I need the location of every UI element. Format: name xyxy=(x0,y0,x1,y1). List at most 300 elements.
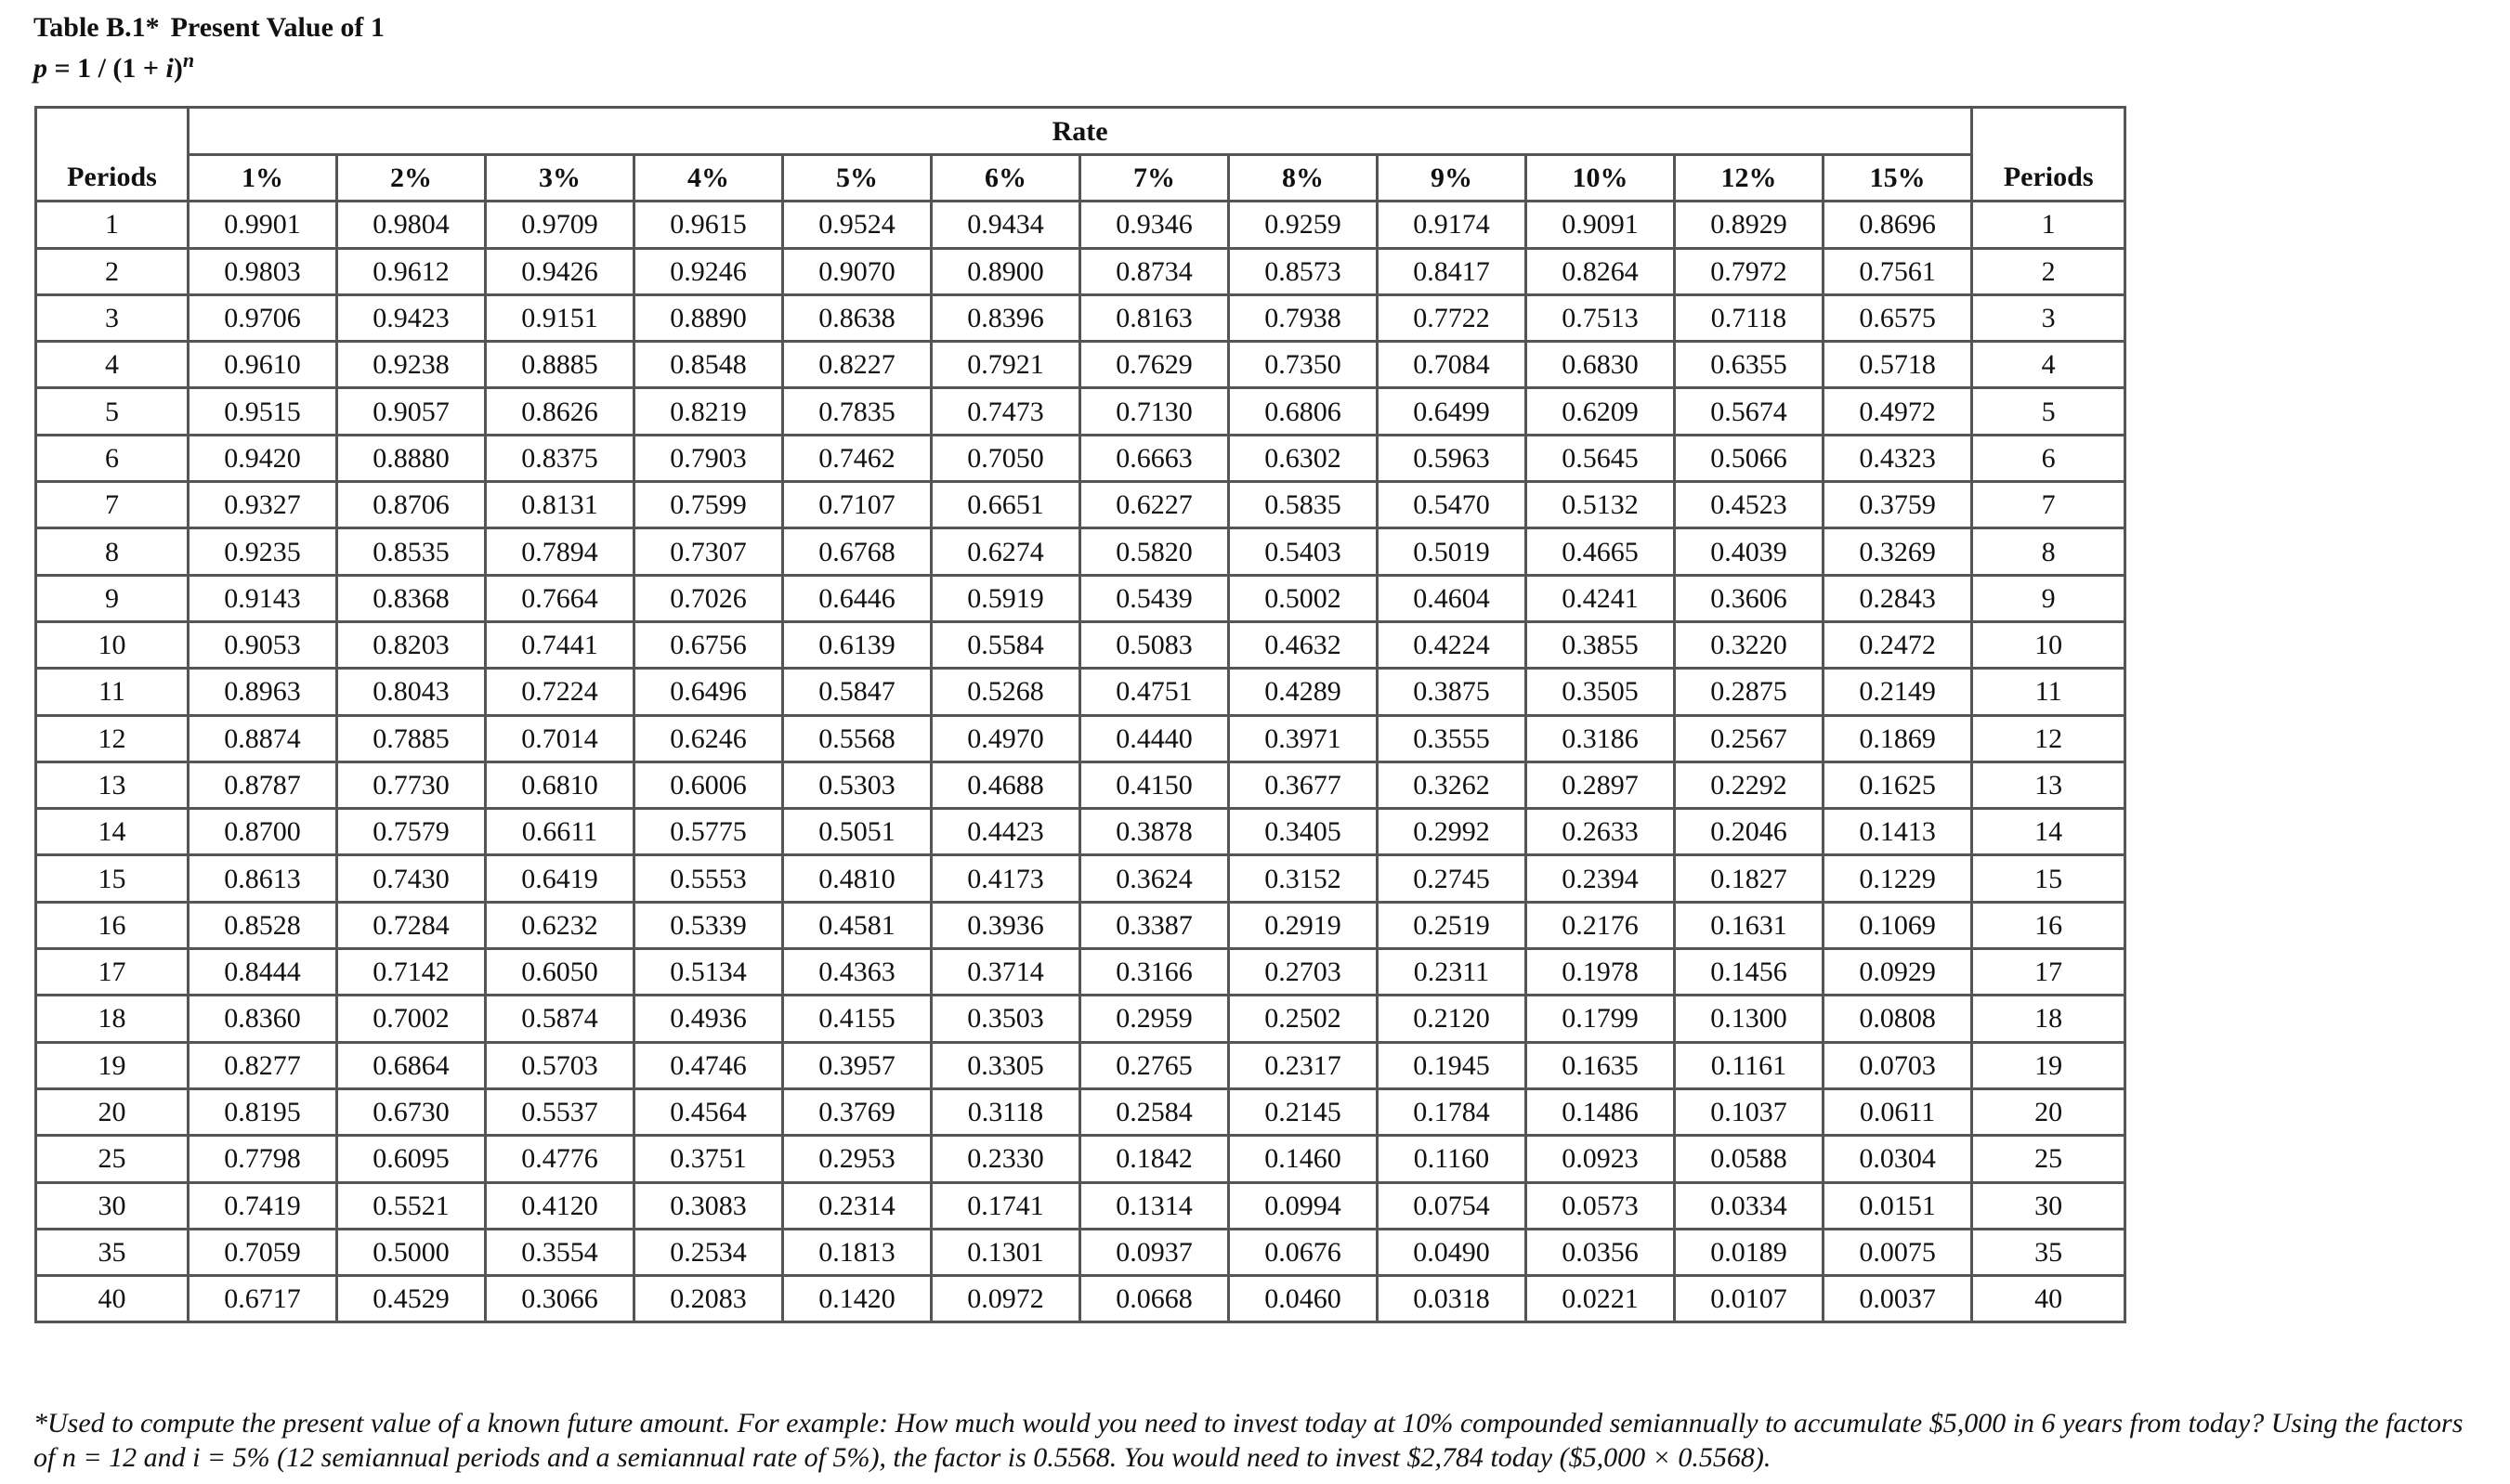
table-row xyxy=(36,575,2125,621)
table-row xyxy=(36,902,2125,948)
period-cell-right: 7 xyxy=(1972,482,2125,528)
period-cell-right: 12 xyxy=(1972,715,2125,762)
factor-cell: 0.3555 xyxy=(1378,715,1526,762)
factor-cell: 0.3875 xyxy=(1378,669,1526,715)
factor-cell: 0.1784 xyxy=(1378,1088,1526,1135)
factor-cell: 0.3714 xyxy=(932,949,1080,996)
factor-cell: 0.9901 xyxy=(189,202,337,248)
factor-cell: 0.8963 xyxy=(189,669,337,715)
periods-header-right: Periods xyxy=(1972,155,2125,202)
factor-cell: 0.3186 xyxy=(1526,715,1675,762)
factor-cell: 0.1069 xyxy=(1824,902,1972,948)
factor-cell: 0.6246 xyxy=(634,715,783,762)
factor-cell: 0.3305 xyxy=(932,1042,1080,1088)
factor-cell: 0.8375 xyxy=(486,435,634,481)
factor-cell: 0.2292 xyxy=(1675,762,1824,808)
period-cell-right: 30 xyxy=(1972,1182,2125,1229)
table-row xyxy=(36,949,2125,996)
factor-cell: 0.8417 xyxy=(1378,248,1526,294)
factor-cell: 0.1635 xyxy=(1526,1042,1675,1088)
period-cell-right: 40 xyxy=(1972,1276,2125,1322)
factor-cell: 0.1161 xyxy=(1675,1042,1824,1088)
period-cell-right: 20 xyxy=(1972,1088,2125,1135)
factor-cell: 0.2046 xyxy=(1675,809,1824,855)
formula-p: p xyxy=(33,53,47,84)
period-cell-right: 19 xyxy=(1972,1042,2125,1088)
period-cell: 19 xyxy=(36,1042,189,1088)
present-value-table xyxy=(34,106,2126,1323)
factor-cell: 0.0573 xyxy=(1526,1182,1675,1229)
factor-cell: 0.5002 xyxy=(1229,575,1378,621)
period-cell-right: 5 xyxy=(1972,388,2125,435)
factor-cell: 0.8227 xyxy=(783,342,932,388)
factor-cell: 0.8131 xyxy=(486,482,634,528)
period-cell: 4 xyxy=(36,342,189,388)
factor-cell: 0.6227 xyxy=(1080,482,1229,528)
factor-cell: 0.7430 xyxy=(337,855,486,902)
factor-cell: 0.0189 xyxy=(1675,1229,1824,1275)
factor-cell: 0.8626 xyxy=(486,388,634,435)
factor-cell: 0.3505 xyxy=(1526,669,1675,715)
factor-cell: 0.3624 xyxy=(1080,855,1229,902)
period-cell: 15 xyxy=(36,855,189,902)
factor-cell: 0.3118 xyxy=(932,1088,1080,1135)
table-row xyxy=(36,1182,2125,1229)
factor-cell: 0.5521 xyxy=(337,1182,486,1229)
factor-cell: 0.4746 xyxy=(634,1042,783,1088)
factor-cell: 0.2875 xyxy=(1675,669,1824,715)
formula-i: i xyxy=(165,53,174,84)
factor-cell: 0.5470 xyxy=(1378,482,1526,528)
factor-cell: 0.2953 xyxy=(783,1136,932,1182)
factor-cell: 0.1229 xyxy=(1824,855,1972,902)
factor-cell: 0.1869 xyxy=(1824,715,1972,762)
factor-cell: 0.8163 xyxy=(1080,294,1229,341)
corner-right xyxy=(1972,108,2125,155)
factor-cell: 0.6730 xyxy=(337,1088,486,1135)
factor-cell: 0.5134 xyxy=(634,949,783,996)
rate-column-header: 10% xyxy=(1526,155,1675,202)
factor-cell: 0.8787 xyxy=(189,762,337,808)
period-cell: 9 xyxy=(36,575,189,621)
table-row xyxy=(36,1136,2125,1182)
factor-cell: 0.9174 xyxy=(1378,202,1526,248)
factor-cell: 0.4173 xyxy=(932,855,1080,902)
factor-cell: 0.8528 xyxy=(189,902,337,948)
factor-cell: 0.1420 xyxy=(783,1276,932,1322)
factor-cell: 0.7284 xyxy=(337,902,486,948)
factor-cell: 0.7130 xyxy=(1080,388,1229,435)
period-cell-right: 14 xyxy=(1972,809,2125,855)
factor-cell: 0.9327 xyxy=(189,482,337,528)
factor-cell: 0.2145 xyxy=(1229,1088,1378,1135)
factor-cell: 0.9346 xyxy=(1080,202,1229,248)
period-cell: 7 xyxy=(36,482,189,528)
table-row xyxy=(36,715,2125,762)
factor-cell: 0.3606 xyxy=(1675,575,1824,621)
factor-cell: 0.4440 xyxy=(1080,715,1229,762)
factor-cell: 0.9426 xyxy=(486,248,634,294)
formula-n: n xyxy=(182,48,195,72)
factor-cell: 0.2897 xyxy=(1526,762,1675,808)
rate-column-header: 6% xyxy=(932,155,1080,202)
factor-cell: 0.0304 xyxy=(1824,1136,1972,1182)
table-body xyxy=(36,202,2125,1322)
formula-eq: = 1 / (1 + xyxy=(47,53,166,84)
factor-cell: 0.3066 xyxy=(486,1276,634,1322)
factor-cell: 0.6496 xyxy=(634,669,783,715)
rate-column-header: 12% xyxy=(1675,155,1824,202)
factor-cell: 0.4970 xyxy=(932,715,1080,762)
factor-cell: 0.2745 xyxy=(1378,855,1526,902)
period-cell-right: 9 xyxy=(1972,575,2125,621)
factor-cell: 0.8444 xyxy=(189,949,337,996)
factor-cell: 0.6419 xyxy=(486,855,634,902)
factor-cell: 0.9151 xyxy=(486,294,634,341)
factor-cell: 0.0037 xyxy=(1824,1276,1972,1322)
period-cell: 1 xyxy=(36,202,189,248)
table-row xyxy=(36,1229,2125,1275)
factor-cell: 0.0318 xyxy=(1378,1276,1526,1322)
rate-column-header: 4% xyxy=(634,155,783,202)
factor-cell: 0.0668 xyxy=(1080,1276,1229,1322)
table-row xyxy=(36,1042,2125,1088)
factor-cell: 0.8368 xyxy=(337,575,486,621)
factor-cell: 0.7579 xyxy=(337,809,486,855)
factor-cell: 0.6355 xyxy=(1675,342,1824,388)
period-cell: 25 xyxy=(36,1136,189,1182)
factor-cell: 0.0490 xyxy=(1378,1229,1526,1275)
factor-cell: 0.3878 xyxy=(1080,809,1229,855)
factor-cell: 0.7142 xyxy=(337,949,486,996)
factor-cell: 0.4224 xyxy=(1378,621,1526,668)
factor-cell: 0.3769 xyxy=(783,1088,932,1135)
factor-cell: 0.9143 xyxy=(189,575,337,621)
factor-cell: 0.7798 xyxy=(189,1136,337,1182)
period-cell: 6 xyxy=(36,435,189,481)
factor-cell: 0.0151 xyxy=(1824,1182,1972,1229)
factor-cell: 0.6006 xyxy=(634,762,783,808)
factor-cell: 0.2519 xyxy=(1378,902,1526,948)
factor-cell: 0.3387 xyxy=(1080,902,1229,948)
table-row xyxy=(36,621,2125,668)
factor-cell: 0.0356 xyxy=(1526,1229,1675,1275)
factor-cell: 0.2311 xyxy=(1378,949,1526,996)
factor-cell: 0.2120 xyxy=(1378,996,1526,1042)
corner-left xyxy=(36,108,189,155)
factor-cell: 0.3855 xyxy=(1526,621,1675,668)
factor-cell: 0.2149 xyxy=(1824,669,1972,715)
factor-cell: 0.0937 xyxy=(1080,1229,1229,1275)
period-cell: 35 xyxy=(36,1229,189,1275)
factor-cell: 0.9423 xyxy=(337,294,486,341)
factor-cell: 0.2472 xyxy=(1824,621,1972,668)
factor-cell: 0.0676 xyxy=(1229,1229,1378,1275)
table-row xyxy=(36,482,2125,528)
factor-cell: 0.6810 xyxy=(486,762,634,808)
period-cell: 14 xyxy=(36,809,189,855)
factor-cell: 0.8696 xyxy=(1824,202,1972,248)
factor-cell: 0.8219 xyxy=(634,388,783,435)
footnote: *Used to compute the present value of a known future amount. For example: How much would you need to invest today at 10% compounded semiannually to accumulate $5,000 in 6 years from today? Using the factors of n = 12 and i = 5% (12 semiannual periods and a semiannual rate of 5%), the factor is 0.5568. You would need to invest $2,784 today ($5,000 × 0.5568). xyxy=(33,1408,2464,1473)
factor-cell: 0.4289 xyxy=(1229,669,1378,715)
table-row xyxy=(36,294,2125,341)
factor-cell: 0.0075 xyxy=(1824,1229,1972,1275)
factor-cell: 0.8613 xyxy=(189,855,337,902)
factor-cell: 0.3083 xyxy=(634,1182,783,1229)
factor-cell: 0.7462 xyxy=(783,435,932,481)
factor-cell: 0.3166 xyxy=(1080,949,1229,996)
factor-cell: 0.5066 xyxy=(1675,435,1824,481)
factor-cell: 0.5835 xyxy=(1229,482,1378,528)
factor-cell: 0.8573 xyxy=(1229,248,1378,294)
rate-column-header: 15% xyxy=(1824,155,1972,202)
factor-cell: 0.5553 xyxy=(634,855,783,902)
factor-cell: 0.2502 xyxy=(1229,996,1378,1042)
factor-cell: 0.8203 xyxy=(337,621,486,668)
factor-cell: 0.9420 xyxy=(189,435,337,481)
factor-cell: 0.1799 xyxy=(1526,996,1675,1042)
factor-cell: 0.6446 xyxy=(783,575,932,621)
factor-cell: 0.8638 xyxy=(783,294,932,341)
factor-cell: 0.1978 xyxy=(1526,949,1675,996)
factor-cell: 0.7722 xyxy=(1378,294,1526,341)
period-cell-right: 6 xyxy=(1972,435,2125,481)
factor-cell: 0.6611 xyxy=(486,809,634,855)
factor-cell: 0.6274 xyxy=(932,528,1080,575)
factor-cell: 0.3759 xyxy=(1824,482,1972,528)
factor-cell: 0.4810 xyxy=(783,855,932,902)
factor-cell: 0.7118 xyxy=(1675,294,1824,341)
rate-column-header: 5% xyxy=(783,155,932,202)
table-row xyxy=(36,342,2125,388)
factor-cell: 0.9091 xyxy=(1526,202,1675,248)
factor-cell: 0.7350 xyxy=(1229,342,1378,388)
table-row xyxy=(36,855,2125,902)
factor-cell: 0.9434 xyxy=(932,202,1080,248)
factor-cell: 0.2317 xyxy=(1229,1042,1378,1088)
factor-cell: 0.2314 xyxy=(783,1182,932,1229)
factor-cell: 0.8900 xyxy=(932,248,1080,294)
factor-cell: 0.3677 xyxy=(1229,762,1378,808)
factor-cell: 0.3220 xyxy=(1675,621,1824,668)
factor-cell: 0.6830 xyxy=(1526,342,1675,388)
period-cell: 17 xyxy=(36,949,189,996)
factor-cell: 0.5963 xyxy=(1378,435,1526,481)
factor-cell: 0.7972 xyxy=(1675,248,1824,294)
factor-cell: 0.1625 xyxy=(1824,762,1972,808)
factor-cell: 0.9238 xyxy=(337,342,486,388)
factor-cell: 0.9706 xyxy=(189,294,337,341)
factor-cell: 0.2703 xyxy=(1229,949,1378,996)
factor-cell: 0.7921 xyxy=(932,342,1080,388)
factor-cell: 0.8043 xyxy=(337,669,486,715)
factor-cell: 0.6209 xyxy=(1526,388,1675,435)
factor-cell: 0.9053 xyxy=(189,621,337,668)
period-cell: 12 xyxy=(36,715,189,762)
factor-cell: 0.5439 xyxy=(1080,575,1229,621)
factor-cell: 0.8885 xyxy=(486,342,634,388)
period-cell-right: 18 xyxy=(1972,996,2125,1042)
rate-column-header: 7% xyxy=(1080,155,1229,202)
rate-column-header: 9% xyxy=(1378,155,1526,202)
factor-cell: 0.2083 xyxy=(634,1276,783,1322)
factor-cell: 0.1456 xyxy=(1675,949,1824,996)
factor-cell: 0.7903 xyxy=(634,435,783,481)
factor-cell: 0.1460 xyxy=(1229,1136,1378,1182)
factor-cell: 0.5847 xyxy=(783,669,932,715)
period-cell: 16 xyxy=(36,902,189,948)
factor-cell: 0.7835 xyxy=(783,388,932,435)
factor-cell: 0.4936 xyxy=(634,996,783,1042)
factor-cell: 0.8880 xyxy=(337,435,486,481)
factor-cell: 0.6663 xyxy=(1080,435,1229,481)
factor-cell: 0.2394 xyxy=(1526,855,1675,902)
table-row xyxy=(36,435,2125,481)
factor-cell: 0.6651 xyxy=(932,482,1080,528)
factor-cell: 0.6864 xyxy=(337,1042,486,1088)
factor-cell: 0.9524 xyxy=(783,202,932,248)
factor-cell: 0.4688 xyxy=(932,762,1080,808)
table-label: Table B.1* xyxy=(33,12,160,43)
factor-cell: 0.3957 xyxy=(783,1042,932,1088)
factor-cell: 0.7730 xyxy=(337,762,486,808)
factor-cell: 0.8929 xyxy=(1675,202,1824,248)
factor-cell: 0.2176 xyxy=(1526,902,1675,948)
factor-cell: 0.1300 xyxy=(1675,996,1824,1042)
factor-cell: 0.0754 xyxy=(1378,1182,1526,1229)
factor-cell: 0.3152 xyxy=(1229,855,1378,902)
period-cell-right: 4 xyxy=(1972,342,2125,388)
factor-cell: 0.8706 xyxy=(337,482,486,528)
factor-cell: 0.0703 xyxy=(1824,1042,1972,1088)
factor-cell: 0.4523 xyxy=(1675,482,1824,528)
period-cell-right: 35 xyxy=(1972,1229,2125,1275)
period-cell: 20 xyxy=(36,1088,189,1135)
factor-cell: 0.4972 xyxy=(1824,388,1972,435)
factor-cell: 0.7014 xyxy=(486,715,634,762)
period-cell: 2 xyxy=(36,248,189,294)
factor-cell: 0.8535 xyxy=(337,528,486,575)
factor-cell: 0.5303 xyxy=(783,762,932,808)
factor-cell: 0.4665 xyxy=(1526,528,1675,575)
factor-cell: 0.0923 xyxy=(1526,1136,1675,1182)
factor-cell: 0.1486 xyxy=(1526,1088,1675,1135)
factor-cell: 0.6302 xyxy=(1229,435,1378,481)
factor-cell: 0.2959 xyxy=(1080,996,1229,1042)
factor-cell: 0.9803 xyxy=(189,248,337,294)
table-name: Present Value of 1 xyxy=(170,12,385,43)
factor-cell: 0.1413 xyxy=(1824,809,1972,855)
factor-cell: 0.6756 xyxy=(634,621,783,668)
factor-cell: 0.7059 xyxy=(189,1229,337,1275)
table-row xyxy=(36,248,2125,294)
factor-cell: 0.4039 xyxy=(1675,528,1824,575)
factor-cell: 0.7050 xyxy=(932,435,1080,481)
factor-cell: 0.1314 xyxy=(1080,1182,1229,1229)
period-cell-right: 10 xyxy=(1972,621,2125,668)
factor-cell: 0.5537 xyxy=(486,1088,634,1135)
factor-cell: 0.7664 xyxy=(486,575,634,621)
factor-cell: 0.7561 xyxy=(1824,248,1972,294)
factor-cell: 0.6095 xyxy=(337,1136,486,1182)
factor-cell: 0.8195 xyxy=(189,1088,337,1135)
factor-cell: 0.0107 xyxy=(1675,1276,1824,1322)
factor-cell: 0.4241 xyxy=(1526,575,1675,621)
period-cell-right: 8 xyxy=(1972,528,2125,575)
factor-cell: 0.4120 xyxy=(486,1182,634,1229)
factor-cell: 0.7894 xyxy=(486,528,634,575)
factor-cell: 0.3936 xyxy=(932,902,1080,948)
rate-column-header: 8% xyxy=(1229,155,1378,202)
factor-cell: 0.9246 xyxy=(634,248,783,294)
factor-cell: 0.8396 xyxy=(932,294,1080,341)
factor-cell: 0.4363 xyxy=(783,949,932,996)
factor-cell: 0.7107 xyxy=(783,482,932,528)
rate-header: Rate xyxy=(189,108,1972,155)
factor-cell: 0.8874 xyxy=(189,715,337,762)
periods-header-left: Periods xyxy=(36,155,189,202)
table-row xyxy=(36,996,2125,1042)
factor-cell: 0.1037 xyxy=(1675,1088,1824,1135)
factor-cell: 0.2584 xyxy=(1080,1088,1229,1135)
factor-cell: 0.5674 xyxy=(1675,388,1824,435)
factor-cell: 0.9612 xyxy=(337,248,486,294)
period-cell: 18 xyxy=(36,996,189,1042)
period-cell: 5 xyxy=(36,388,189,435)
table-title xyxy=(33,7,385,48)
table-row xyxy=(36,762,2125,808)
formula-rp: ) xyxy=(173,53,183,84)
factor-cell: 0.5568 xyxy=(783,715,932,762)
factor-cell: 0.5919 xyxy=(932,575,1080,621)
factor-cell: 0.1631 xyxy=(1675,902,1824,948)
factor-cell: 0.3405 xyxy=(1229,809,1378,855)
factor-cell: 0.4751 xyxy=(1080,669,1229,715)
period-cell-right: 16 xyxy=(1972,902,2125,948)
factor-cell: 0.1160 xyxy=(1378,1136,1526,1182)
factor-cell: 0.2843 xyxy=(1824,575,1972,621)
factor-cell: 0.1945 xyxy=(1378,1042,1526,1088)
factor-cell: 0.7419 xyxy=(189,1182,337,1229)
factor-cell: 0.6050 xyxy=(486,949,634,996)
factor-cell: 0.5718 xyxy=(1824,342,1972,388)
factor-cell: 0.2765 xyxy=(1080,1042,1229,1088)
factor-cell: 0.8700 xyxy=(189,809,337,855)
rate-column-header: 1% xyxy=(189,155,337,202)
factor-cell: 0.8890 xyxy=(634,294,783,341)
factor-cell: 0.4150 xyxy=(1080,762,1229,808)
factor-cell: 0.8548 xyxy=(634,342,783,388)
factor-cell: 0.5874 xyxy=(486,996,634,1042)
factor-cell: 0.4323 xyxy=(1824,435,1972,481)
factor-cell: 0.4155 xyxy=(783,996,932,1042)
factor-cell: 0.5645 xyxy=(1526,435,1675,481)
factor-cell: 0.2919 xyxy=(1229,902,1378,948)
factor-cell: 0.5403 xyxy=(1229,528,1378,575)
period-cell: 8 xyxy=(36,528,189,575)
period-cell-right: 25 xyxy=(1972,1136,2125,1182)
factor-cell: 0.9057 xyxy=(337,388,486,435)
factor-cell: 0.1741 xyxy=(932,1182,1080,1229)
factor-cell: 0.9515 xyxy=(189,388,337,435)
period-cell: 40 xyxy=(36,1276,189,1322)
factor-cell: 0.9804 xyxy=(337,202,486,248)
factor-cell: 0.5703 xyxy=(486,1042,634,1088)
factor-cell: 0.6139 xyxy=(783,621,932,668)
rate-column-header: 3% xyxy=(486,155,634,202)
factor-cell: 0.6768 xyxy=(783,528,932,575)
